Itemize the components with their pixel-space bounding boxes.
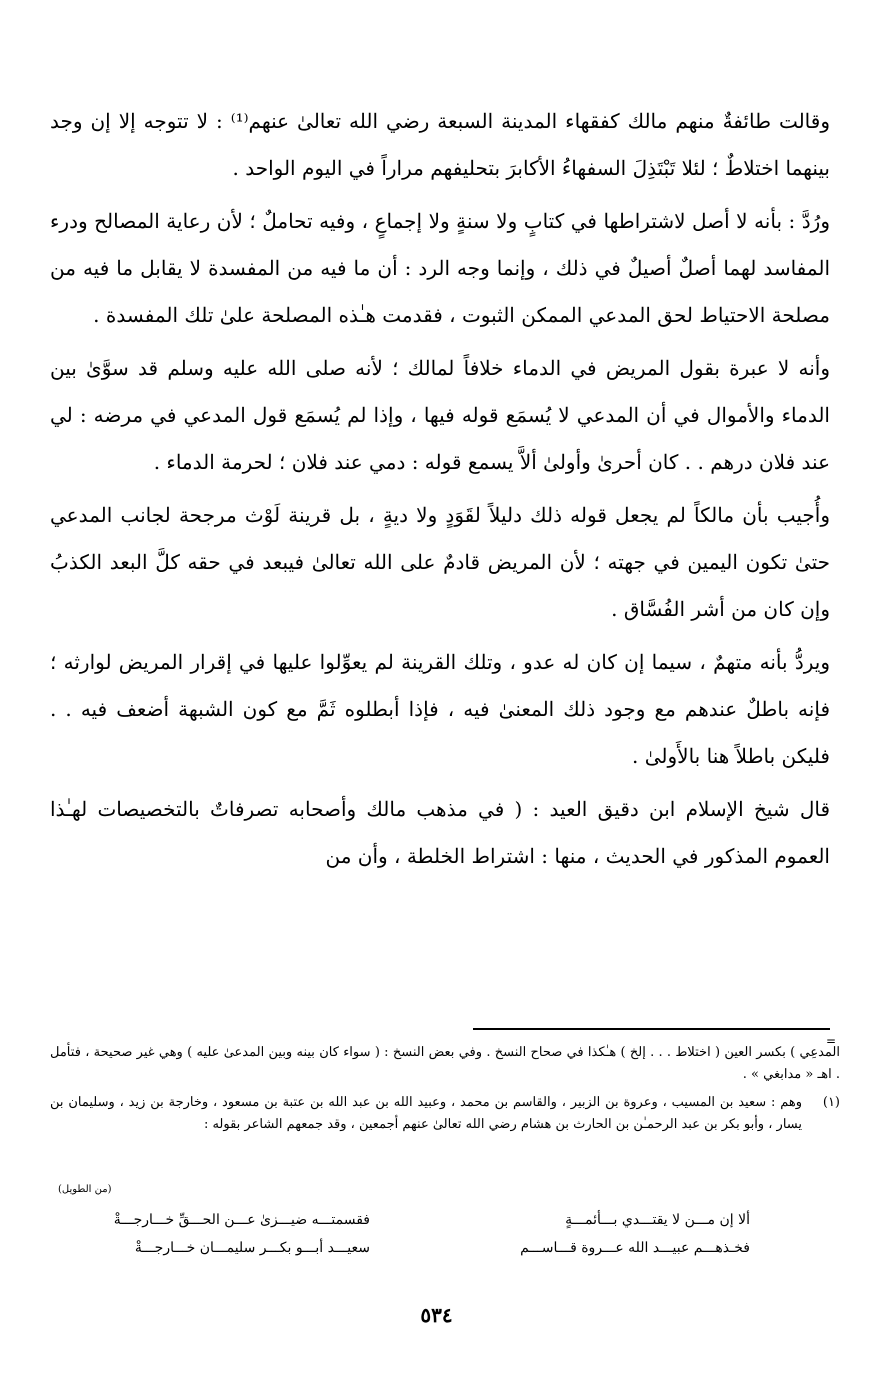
main-text xyxy=(50,98,830,886)
paragraph: وأُجيب بأن مالكاً لم يجعل قوله ذلك دليلاً لقَوَدٍ ولا ديةٍ ، بل قرينة لَوْث مرجحة لجانب المدعي حتىٰ تكون اليمين في جهته ؛ لأن المريض قادمٌ على الله تعالىٰ فيبعد في حقه كلَّ البعد الكذبُ وإن كان من أشر الفُسَّاق . xyxy=(50,503,830,621)
continuation-mark: = xyxy=(826,1034,837,1048)
verse-line xyxy=(70,1240,750,1256)
verse-line xyxy=(70,1212,750,1228)
footnote-1 xyxy=(50,1092,840,1136)
verse-second-hemistich: فقسمتـــه ضيـــزىٰ عـــن الحـــقِّ خـــارجـــةْ xyxy=(113,1212,370,1228)
footnote-separator xyxy=(473,1028,830,1030)
page-number: ٥٣٤ xyxy=(420,1303,453,1327)
verse-first-hemistich: فخـذهـــم عبيـــد الله عـــروة قـــاســـم xyxy=(520,1240,750,1256)
paragraph: ورُدَّ : بأنه لا أصل لاشتراطها في كتابٍ ولا سنةٍ ولا إجماعٍ ، وفيه تحاملٌ ؛ لأن رعاية المصالح ودرء المفاسد لهما أصلٌ أصيلٌ في ذلك ، وإنما وجه الرد : أن ما فيه من المفسدة لا يقابل ما فيه من مصلحة الاحتياط لحق المدعي الممكن الثبوت ، فقدمت هـٰذه المصلحة علىٰ تلك المفسدة . xyxy=(50,209,830,327)
footnote-text: وهم : سعيد بن المسيب ، وعروة بن الزبير ، والقاسم بن محمد ، وعبيد الله بن عبد الله بن عتبة بن مسعود ، وخارجة بن زيد ، وسليمان بن يسار ، وأبو بكر بن عبد الرحمـٰن بن الحارث بن هشام رضي الله تعالىٰ عنهم أجمعين ، وقد جمعهم الشاعر بقوله : xyxy=(50,1095,802,1132)
footnotes xyxy=(50,1042,840,1136)
paragraph: وقالت طائفةٌ منهم مالك كفقهاء المدينة السبعة رضي الله تعالىٰ عنهم⁽¹⁾ : لا تتوجه إلا إن وجد بينهما اختلاطٌ ؛ لئلا تَبْتَذِلَ السفهاءُ الأكابرَ بتحليفهم مراراً في اليوم الواحد . xyxy=(50,109,830,180)
footnote-number: (١) xyxy=(822,1095,840,1110)
paragraph: قال شيخ الإسلام ابن دقيق العيد : ( في مذهب مالك وأصحابه تصرفاتٌ بالتخصيصات لهـٰذا العموم المذكور في الحديث ، منها : اشتراط الخلطة ، وأن من xyxy=(50,797,831,868)
verse-second-hemistich: سعيـــد أبـــو بكـــر سليمـــان خـــارجـــةْ xyxy=(134,1240,370,1256)
footnote-continuation: المدعِي ) بكسر العين ( اختلاط . . . إلخ ) هـٰكذا في صحاح النسخ . وفي بعض النسخ : ( سواء كان بينه وبين المدعىٰ عليه ) وهي غير صحيحة ، فتأمل . اهـ « مدابغي » . xyxy=(50,1045,840,1082)
verse-first-hemistich: ألا إن مـــن لا يقتـــدي بـــأئمـــةٍ xyxy=(565,1212,750,1228)
paragraph: وأنه لا عبرة بقول المريض في الدماء خلافاً لمالك ؛ لأنه صلى الله عليه وسلم قد سوَّىٰ بين الدماء والأموال في أن المدعي لا يُسمَع قوله فيها ، وإذا لم يُسمَع قول المدعي في مرضه : لي عند فلان درهم . . كان أحرىٰ وأولىٰ ألاَّ يسمع قوله : دمي عند فلان ؛ لحرمة الدماء . xyxy=(50,356,830,474)
paragraph: ويردُّ بأنه متهمٌ ، سيما إن كان له عدو ، وتلك القرينة لم يعوِّلوا عليها في إقرار المريض لوارثه ؛ فإنه باطلٌ عندهم مع وجود ذلك المعنىٰ فيه ، فإذا أبطلوه ثَمَّ مع كون الشبهة أضعف فيه . . فليكن باطلاً هنا بالأَولىٰ . xyxy=(50,650,830,768)
meter-label: (من الطويل) xyxy=(58,1184,112,1195)
